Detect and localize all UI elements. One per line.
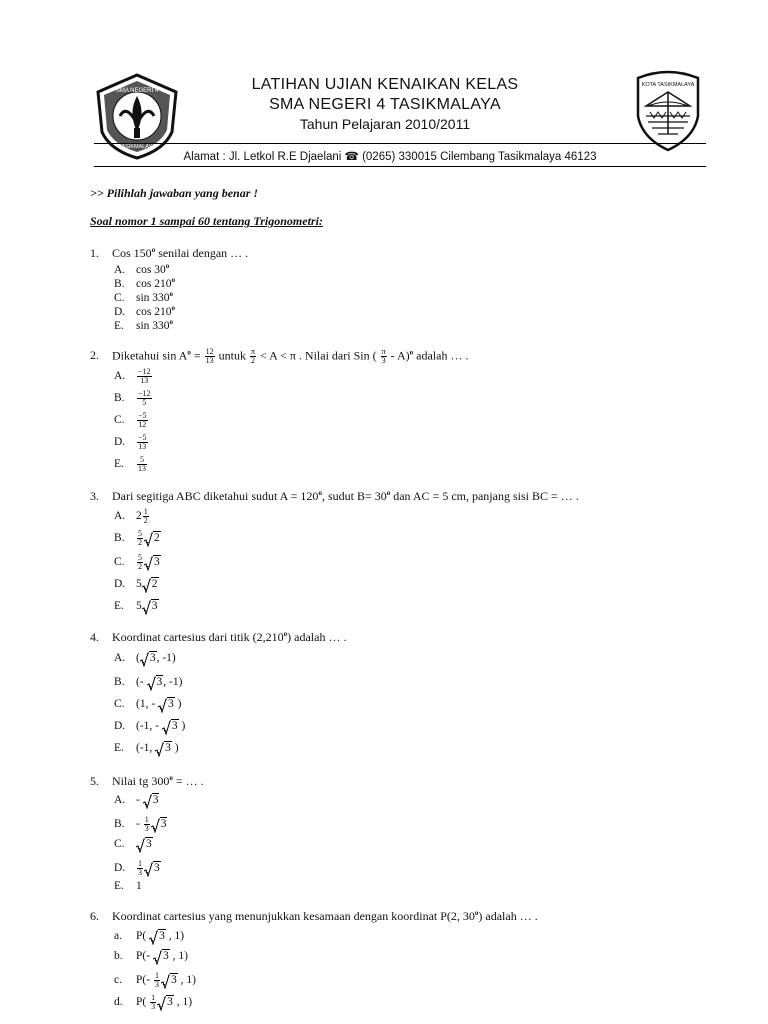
option-text: P( (136, 930, 150, 942)
option-text: P(- (136, 974, 153, 987)
svg-text:SMA NEGERI 4: SMA NEGERI 4 (115, 88, 159, 94)
answer-option[interactable] (114, 860, 161, 877)
option-text: cos 30 (136, 264, 166, 276)
answer-option[interactable] (114, 508, 150, 525)
degree-sign: o (169, 318, 174, 326)
option-text: 5 (136, 600, 142, 612)
letterhead (0, 0, 768, 170)
option-letter: B. (114, 278, 125, 290)
fraction: $\frac{-5}{13}$ (138, 433, 147, 451)
option-text: , -1) (163, 676, 183, 688)
answer-option[interactable] (114, 434, 149, 451)
answer-option[interactable] (114, 318, 173, 332)
instruction: >> Pilihlah jawaban yang benar ! (90, 186, 259, 200)
answer-option[interactable] (114, 838, 153, 850)
option-text: 1 (136, 880, 142, 892)
fraction: $\frac{-5}{12}$ (138, 411, 147, 429)
square-root: 3 (161, 974, 178, 986)
svg-text:TASIKMALAYA: TASIKMALAYA (118, 144, 156, 150)
question-text: ) adalah … . (287, 630, 347, 644)
option-letter: E. (114, 880, 124, 892)
option-text: , 1) (177, 974, 196, 987)
question-text: , sudut B= 30 (321, 489, 387, 503)
question-number: 6. (90, 909, 99, 923)
option-text: ( (136, 652, 140, 664)
degree-sign: o (165, 262, 170, 270)
question-number: 3. (90, 489, 99, 503)
fraction: $\frac{1}{3}$ (151, 993, 156, 1011)
answer-option[interactable] (114, 290, 173, 304)
option-text: ) (174, 698, 182, 710)
option-letter: D. (114, 720, 126, 732)
question-text: = … . (172, 774, 204, 788)
answer-option[interactable] (114, 368, 153, 385)
square-root: 3 (151, 818, 168, 830)
fraction: $\frac{12}{13}$ (205, 347, 214, 365)
square-root: 3 (155, 742, 172, 754)
option-text: sin 330 (136, 320, 170, 332)
option-letter: D. (114, 578, 126, 590)
option-letter: D. (114, 306, 126, 318)
option-text: (- (136, 676, 147, 688)
option-text: , 1) (165, 930, 185, 942)
question-text: adalah … . (413, 348, 469, 363)
option-text: ) (171, 742, 179, 754)
option-text: 2 (136, 510, 142, 523)
degree-sign: o (151, 246, 156, 254)
option-letter: C. (114, 698, 125, 710)
option-letter: A. (114, 264, 126, 276)
answer-option[interactable] (114, 554, 161, 571)
answer-option[interactable] (114, 816, 167, 833)
fraction: $\frac{\pi}{2}$ (250, 347, 255, 365)
question-5: 5. Nilai tg $300^o$ = … . (90, 774, 204, 788)
square-root: 2 (144, 532, 161, 544)
question-2: 2. Diketahui $\sin A^o$ = $\frac{12}{13}$ untuk $\frac{\pi}{2}$ < A < π . Nilai dari Sin ( $\frac{\pi}{3}$ - A)$^o$ adalah … . (90, 347, 469, 365)
answer-option[interactable] (114, 390, 153, 407)
question-text: Diketahui sin A (112, 348, 188, 363)
fraction: $\frac{1}{3}$ (138, 859, 142, 877)
option-letter: C. (114, 838, 125, 850)
option-text: , 1) (169, 950, 188, 962)
square-root: 3 (136, 838, 153, 850)
option-text: (-1, - (136, 720, 162, 732)
degree-sign: o (171, 304, 175, 312)
question-text: dan AC = 5 cm, panjang sisi BC = … . (390, 489, 579, 503)
square-root: 3 (162, 720, 179, 732)
answer-option[interactable] (114, 972, 196, 989)
answer-option[interactable] (114, 720, 185, 732)
option-text: P(- (136, 950, 153, 962)
header-line-2: SMA NEGERI 4 TASIKMALAYA (269, 96, 501, 113)
option-letter: B. (114, 818, 125, 831)
option-letter: d. (114, 996, 123, 1009)
fraction: $\frac{1}{2}$ (143, 507, 148, 525)
question-text: Koordinat cartesius dari titik (2,210 (112, 630, 284, 644)
answer-option[interactable] (114, 652, 176, 664)
answer-option[interactable] (114, 994, 192, 1011)
question-6: 6. Koordinat cartesius yang menunjukkan kesamaan dengan koordinat P(2, 30$^o$) adalah … . (90, 909, 538, 923)
option-letter: A. (114, 370, 126, 383)
header-line-1: LATIHAN UJIAN KENAIKAN KELAS (251, 76, 519, 93)
option-text: (1, - (136, 698, 159, 710)
square-root: 3 (143, 794, 160, 806)
question-text: Dari segitiga ABC diketahui sudut A = 120 (112, 489, 319, 503)
question-text: Koordinat cartesius yang menunjukkan kesamaan dengan koordinat P(2, 30 (112, 909, 475, 923)
question-1 (90, 246, 248, 261)
answer-option[interactable] (114, 930, 184, 942)
option-letter: E. (114, 742, 124, 754)
square-root: 3 (153, 950, 170, 962)
header-rule-top (94, 143, 706, 144)
question-text: ) adalah … . (478, 909, 538, 923)
answer-option[interactable] (114, 412, 149, 429)
option-letter: E. (114, 320, 124, 332)
school-address: Alamat : Jl. Letkol R.E Djaelani ☎ (0265) 330015 Cilembang Tasikmalaya 46123 (183, 151, 597, 163)
question-text: senilai dengan … . (155, 246, 249, 260)
option-letter: c. (114, 974, 122, 987)
question-text: untuk (215, 348, 249, 363)
answer-option[interactable] (114, 794, 159, 806)
question-number: 1. (90, 246, 99, 260)
question-number: 2. (90, 348, 99, 363)
option-text: (-1, (136, 742, 156, 754)
option-letter: B. (114, 676, 125, 688)
svg-text:KOTA TASIKMALAYA: KOTA TASIKMALAYA (641, 82, 695, 88)
option-text: sin 330 (136, 292, 170, 304)
option-letter: D. (114, 436, 126, 449)
option-letter: C. (114, 292, 125, 304)
header-rule-bottom (94, 166, 706, 167)
section-heading: Soal nomor 1 sampai 60 tentang Trigonometri: (90, 214, 323, 228)
question-text: - A) (387, 348, 410, 363)
option-text: cos 210 (136, 306, 172, 318)
question-4: 4. Koordinat cartesius dari titik (2,210$^o$) adalah … . (90, 630, 347, 644)
square-root: 3 (149, 930, 166, 942)
option-letter: b. (114, 950, 123, 962)
option-letter: a. (114, 930, 122, 942)
square-root: 3 (142, 600, 159, 612)
question-number: 4. (90, 630, 99, 644)
school-emblem-icon (94, 72, 180, 160)
answer-option[interactable] (114, 530, 161, 547)
option-text: - (136, 794, 143, 806)
question-number: 5. (90, 774, 99, 788)
fraction: $\frac{-12}{5}$ (138, 389, 151, 407)
option-letter: C. (114, 556, 125, 569)
fraction: $\frac{-12}{13}$ (138, 367, 151, 385)
fraction: $\frac{1}{3}$ (154, 971, 159, 989)
option-letter: B. (114, 532, 125, 545)
fraction: $\frac{1}{3}$ (144, 815, 149, 833)
square-root: 3 (147, 676, 164, 688)
degree-sign: o (171, 276, 175, 284)
fraction: $\frac{5}{13}$ (138, 455, 146, 473)
answer-option[interactable] (114, 880, 142, 892)
degree-sign: o (169, 290, 174, 298)
answer-option[interactable] (114, 600, 159, 612)
city-emblem-icon (632, 68, 704, 152)
square-root: 2 (142, 578, 159, 590)
answer-option[interactable] (114, 698, 182, 710)
question-text: < A < π . Nilai dari Sin ( (257, 348, 380, 363)
answer-option[interactable] (114, 742, 179, 754)
answer-option[interactable] (114, 950, 188, 962)
answer-option[interactable] (114, 676, 182, 688)
answer-option[interactable] (114, 276, 175, 290)
option-letter: E. (114, 458, 124, 471)
question-3: 3. Dari segitiga ABC diketahui sudut $A = 120^o$, sudut $B= 30^o$ dan AC = 5 cm, panjang sisi BC = … . (90, 489, 579, 503)
question-text: Nilai tg 300 (112, 774, 170, 788)
option-letter: B. (114, 392, 125, 405)
option-letter: C. (114, 414, 125, 427)
answer-option[interactable] (114, 262, 169, 276)
option-letter: A. (114, 510, 126, 523)
option-text: 5 (136, 578, 142, 590)
option-letter: E. (114, 600, 124, 612)
square-root: 3 (158, 698, 175, 710)
option-text: , -1) (156, 652, 176, 664)
fraction: $\frac{5}{2}$ (138, 529, 142, 547)
option-letter: A. (114, 794, 126, 806)
option-text: P( (136, 996, 150, 1009)
square-root: 3 (144, 862, 161, 874)
square-root: 3 (144, 556, 161, 568)
question-text: Cos 150 (112, 246, 152, 260)
option-text: - (136, 818, 143, 831)
option-text: cos 210 (136, 278, 172, 290)
answer-option[interactable] (114, 578, 159, 590)
square-root: 3 (157, 996, 174, 1008)
fraction: $\frac{5}{2}$ (138, 553, 142, 571)
answer-option[interactable] (114, 456, 148, 473)
option-letter: D. (114, 862, 126, 875)
option-text: ) (178, 720, 186, 732)
fraction: $\frac{\pi}{3}$ (381, 347, 386, 365)
answer-option[interactable] (114, 304, 175, 318)
header-line-3: Tahun Pelajaran 2010/2011 (299, 116, 471, 132)
question-text: = (190, 348, 204, 363)
square-root: 3 (140, 652, 157, 664)
option-text: , 1) (173, 996, 193, 1009)
option-letter: A. (114, 652, 126, 664)
